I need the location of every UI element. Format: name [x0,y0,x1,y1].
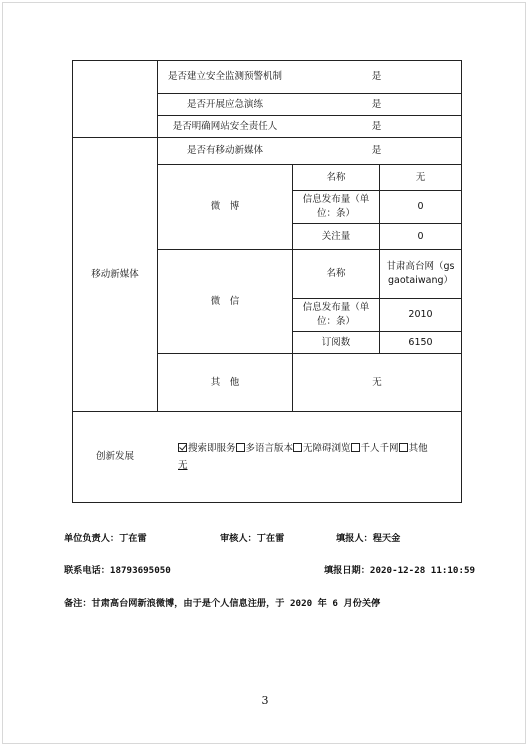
option-label: 千人千网 [360,443,399,454]
weibo-followers-label: 关注量 [321,230,351,242]
weibo-followers-value: 0 [417,230,424,242]
innovation-label: 创新发展 [95,451,134,462]
wechat-label: 微 信 [210,295,240,307]
checkbox-icon[interactable] [399,443,408,452]
monitoring-answer: 是 [371,71,382,82]
responsible-question: 是否明确网站安全责任人 [172,120,278,132]
option-label: 其他 [408,443,428,454]
innovation-options [158,412,461,502]
other-value: 无 [372,376,382,388]
option-label: 多语言版本 [245,443,294,454]
contact-phone: 联系电话：18793695050 [64,565,171,576]
weibo-posts-value: 0 [417,201,424,212]
weibo-label: 微 博 [210,201,240,212]
weibo-name-label: 名称 [326,171,346,183]
mobile-media-label: 移动新媒体 [91,268,139,280]
wechat-posts-value: 2010 [408,309,433,320]
wechat-name-label: 名称 [326,268,346,279]
option-personalized[interactable] [351,443,399,454]
checkbox-icon[interactable] [293,443,302,452]
wechat-subs-value: 6150 [408,336,433,348]
mobile-media-answer: 是 [371,145,382,156]
innovation-other-text: 无 [178,460,188,471]
unit-head: 单位负责人：丁在雷 [64,533,147,544]
mobile-media-question: 是否有移动新媒体 [186,145,263,156]
innovation-option-list [178,440,428,474]
monitoring-question: 是否建立安全监测预警机制 [167,71,282,82]
drill-answer: 是 [371,98,382,110]
filler: 填报人：程天金 [336,533,401,544]
option-label: 无障碍浏览 [303,443,351,454]
drill-question: 是否开展应急演练 [186,98,263,110]
option-other[interactable] [399,443,428,454]
responsible-answer: 是 [371,120,382,132]
fill-date: 填报日期：2020-12-28 11:10:59 [324,565,476,576]
reviewer: 审核人：丁在雷 [220,533,285,544]
option-multilingual[interactable] [236,443,294,454]
weibo-name-value: 无 [415,171,426,183]
weibo-posts-label: 信息发布量（单位：条） [302,194,370,219]
remark: 备注：甘肃高台网新浪微博，由于是个人信息注册，于 2020 年 6 月份关停 [64,598,381,609]
option-search-as-service[interactable] [178,443,236,454]
wechat-name-value: 甘肃高台网（gsgaotaiwang） [386,261,455,286]
checkbox-icon[interactable] [351,443,360,452]
wechat-subs-label: 订阅数 [321,336,351,348]
option-label: 搜索即服务 [188,443,236,454]
checkbox-checked-icon[interactable] [178,443,187,452]
wechat-posts-label: 信息发布量（单位：条） [302,302,370,327]
checkbox-icon[interactable] [236,443,245,452]
other-label: 其 他 [210,376,240,388]
option-accessibility[interactable] [293,443,351,454]
page-number: 3 [261,694,269,707]
